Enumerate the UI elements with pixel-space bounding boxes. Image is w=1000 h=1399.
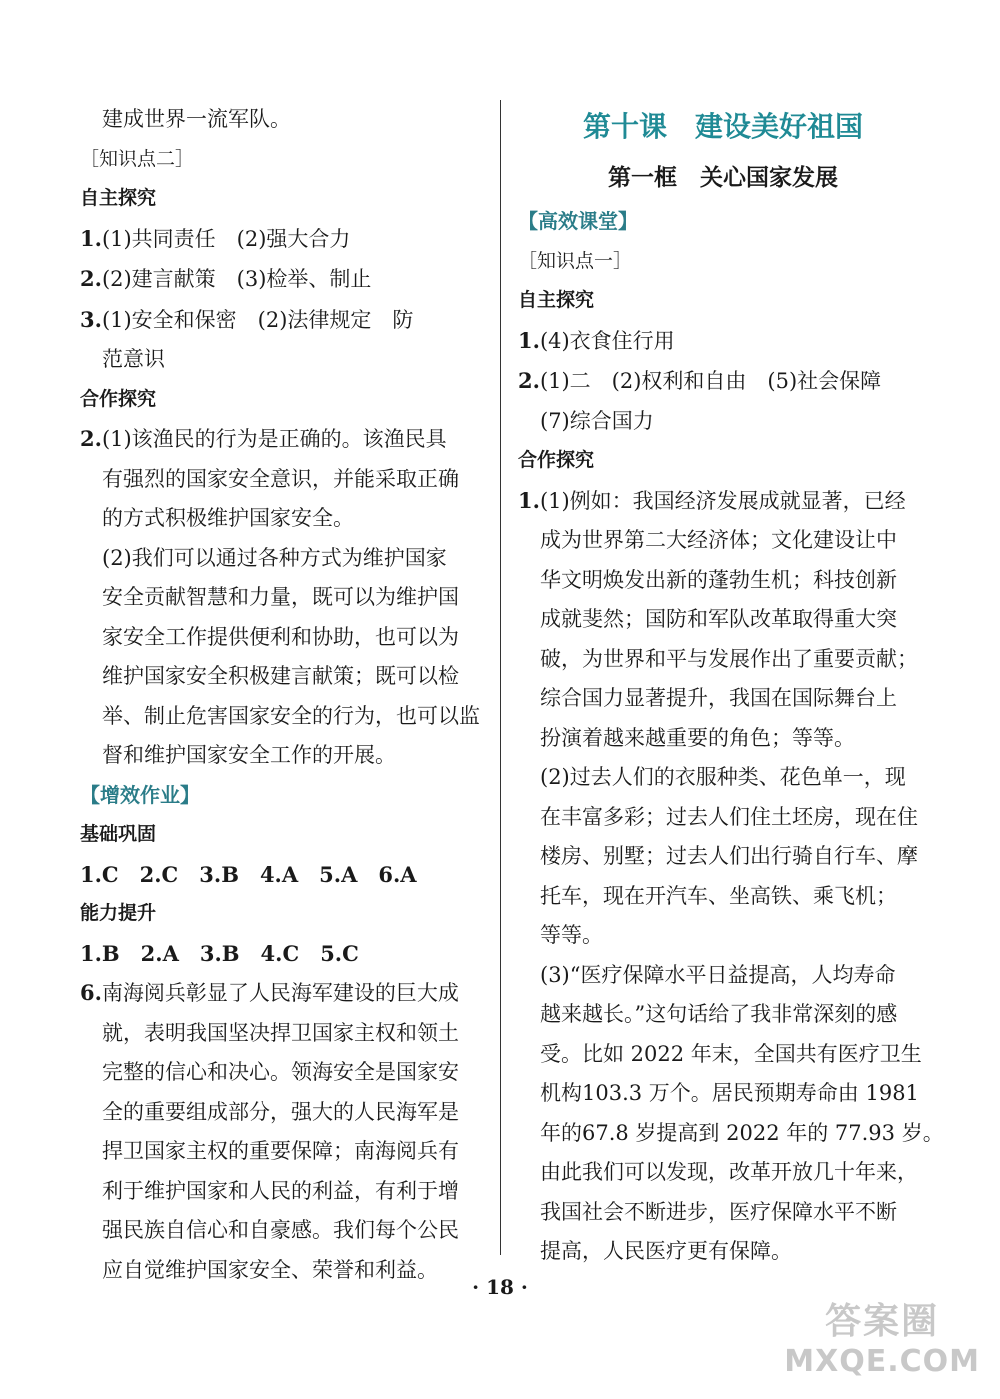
text-line [80,419,490,460]
line-text: 的方式积极维护国家安全。 [102,506,354,530]
line-text: (7)综合国力 [540,408,654,433]
text-line [80,1053,490,1093]
line-text: 由此我们可以发现，改革开放几十年来， [540,1160,918,1184]
line-text: 成为世界第二大经济体；文化建设让中 [540,528,897,552]
text-line [80,1014,490,1054]
text-line [80,460,490,500]
lesson-title: 第十课 建设美好祖国 [582,110,863,143]
line-text: (2)过去人们的衣服种类、花色单一，现 [540,765,906,789]
line-text: 在丰富多彩；过去人们住土坯房，现在住 [540,804,918,829]
text-line [518,361,928,402]
line-text: 机构103.3 万个。居民预期寿命由 1981 [540,1081,919,1105]
item-number: 2. [80,266,102,291]
line-text: 成就斐然；国防和军队改革取得重大突 [540,607,897,631]
text-line [80,657,490,697]
text-line [80,100,490,140]
line-text: 合作探究 [518,449,595,471]
text-line [80,736,490,776]
page-number: · 18 · [472,1275,528,1299]
line-text: 越来越长。”这句话给了我非常深刻的感 [540,1002,898,1026]
text-line [518,916,928,956]
answer-line [80,934,490,974]
frame-title: 第一框 关心国家发展 [608,165,838,191]
text-line [80,1172,490,1212]
subsection-heading [80,894,490,934]
subsection-heading [80,179,490,219]
knowledge-point-label [80,140,490,180]
subsection-heading [518,441,928,481]
text-line [518,600,928,640]
text-line [80,300,490,341]
text-line [518,679,928,719]
line-text: (1)该渔民的行为是正确的。该渔民具 [101,427,447,451]
text-line [518,837,928,877]
line-text: (1)二 (2)权利和自由 (5)社会保障 [539,369,882,393]
line-text: 扮演着越来越重要的角色；等等。 [540,725,855,750]
line-text: 【增效作业】 [80,782,200,807]
watermark-url: MXQE.COM [784,1344,980,1379]
subsection-heading [518,281,928,321]
text-line [80,539,490,579]
text-line [518,1074,928,1114]
line-text: 年的67.8 岁提高到 2022 年的 77.93 岁。 [540,1120,944,1145]
line-text: 应自觉维护国家安全、荣誉和利益。 [102,1257,438,1282]
text-line [518,719,928,759]
line-text: 范意识 [102,347,165,371]
line-text: 举、制止危害国家安全的行为，也可以监 [102,703,480,728]
text-line [80,340,490,380]
line-text: 南海阅兵彰显了人民海军建设的巨大成 [101,981,459,1005]
line-text: 1.C 2.C 3.B 4.A 5.A 6.A [80,861,417,887]
text-line [518,481,928,522]
line-text: ［知识点二］ [80,147,195,170]
line-text: (4)衣食住行用 [539,328,675,353]
text-line [518,1035,928,1075]
text-line [518,956,928,996]
line-text: 1.B 2.A 3.B 4.C 5.C [80,940,359,966]
subsection-heading [80,380,490,420]
line-text: (2)建言献策 (3)检举、制止 [101,267,372,291]
item-number: 3. [80,306,102,332]
line-text: 自主探究 [80,187,157,209]
item-number: 2. [518,368,540,393]
text-line [80,259,490,300]
line-text: 我国社会不断进步，医疗保障水平不断 [540,1199,897,1224]
text-line [518,1193,928,1233]
text-line [80,1132,490,1172]
line-text: (3)“医疗保障水平日益提高，人均寿命 [540,962,896,987]
left-column [80,100,490,1290]
right-lines [518,202,944,1272]
text-line [80,1093,490,1133]
text-line [518,758,928,798]
line-text: 完整的信心和决心。领海安全是国家安 [102,1060,459,1084]
text-line [518,321,928,362]
subsection-heading [80,815,490,855]
text-line [518,402,928,442]
watermark [784,1293,980,1379]
column-divider [500,100,501,1255]
watermark-logo: 答案圈 [825,1301,940,1342]
line-text: 华文明焕发出新的蓬勃生机；科技创新 [540,567,897,592]
text-line [80,499,490,539]
line-text: 基础巩固 [80,823,157,845]
line-text: 全的重要组成部分，强大的人民海军是 [102,1099,459,1124]
section-label [80,776,490,816]
line-text: 督和维护国家安全工作的开展。 [102,743,396,767]
line-text: 就，表明我国坚决捍卫国家主权和领土 [102,1020,459,1045]
item-number: 6. [80,980,102,1005]
text-line [518,798,928,838]
text-line [518,640,928,680]
line-text: 楼房、别墅；过去人们出行骑自行车、摩 [540,844,918,868]
line-text: 托车，现在开汽车、坐高铁、乘飞机； [540,883,897,908]
item-number: 1. [80,225,102,251]
right-column [518,100,944,1272]
line-text: (1)共同责任 (2)强大合力 [101,226,351,251]
line-text: 自主探究 [518,289,595,311]
text-line [518,1153,928,1193]
line-text: 破，为世界和平与发展作出了重要贡献； [540,646,918,671]
knowledge-point-label [518,242,928,282]
text-line [518,521,928,561]
line-text: 提高，人民医疗更有保障。 [540,1239,792,1263]
line-text: 强民族自信心和自豪感。我们每个公民 [102,1218,459,1242]
line-text: 综合国力显著提升，我国在国际舞台上 [540,686,897,710]
line-text: 等等。 [540,923,603,947]
section-label [518,202,928,242]
text-line [518,1232,928,1272]
line-text: 受。比如 2022 年末，全国共有医疗卫生 [540,1041,922,1066]
line-text: 能力提升 [80,902,157,924]
line-text: (1)安全和保密 (2)法律规定 防 [101,307,414,332]
text-line [80,697,490,737]
text-line [518,1114,944,1154]
text-line [80,219,490,260]
text-line [518,995,928,1035]
line-text: 维护国家安全积极建言献策；既可以检 [102,664,459,688]
line-text: 建成世界一流军队。 [102,107,291,131]
line-text: (1)例如：我国经济发展成就显著，已经 [539,488,906,513]
line-text: 有强烈的国家安全意识，并能采取正确 [102,466,459,491]
line-text: 捍卫国家主权的重要保障；南海阅兵有 [102,1139,459,1163]
item-number: 1. [518,327,540,353]
answer-line [80,855,490,895]
item-number: 2. [80,426,102,451]
line-text: 家安全工作提供便利和协助，也可以为 [102,624,459,649]
text-line [80,618,490,658]
line-text: 合作探究 [80,387,157,410]
text-line [80,973,490,1014]
line-text: 利于维护国家和人民的利益，有利于增 [102,1178,459,1203]
line-text: (2)我们可以通过各种方式为维护国家 [102,545,447,570]
text-line [80,578,490,618]
line-text: ［知识点一］ [518,249,633,272]
line-text: 安全贡献智慧和力量，既可以为维护国 [102,585,459,609]
text-line [518,877,928,917]
text-line [80,1211,490,1251]
line-text: 【高效课堂】 [518,209,638,233]
text-line [518,561,928,601]
item-number: 1. [518,487,540,513]
